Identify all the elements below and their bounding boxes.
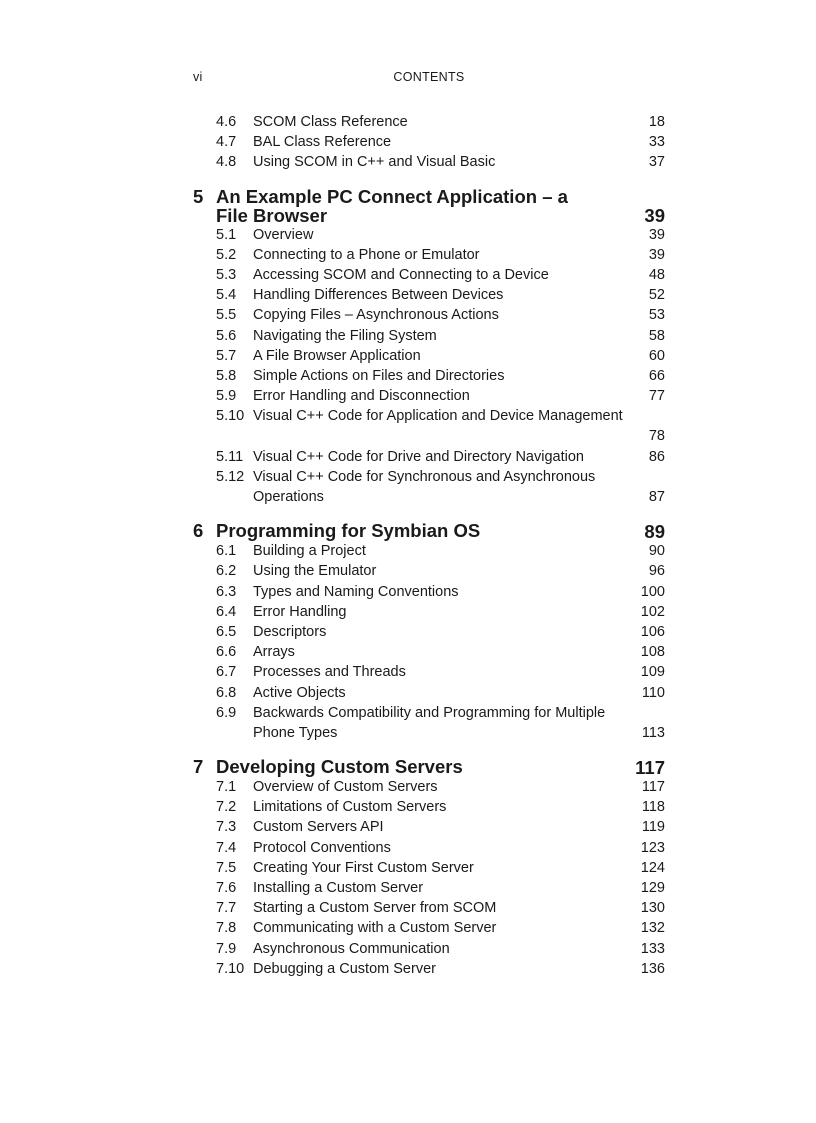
section-title: Types and Naming Conventions: [253, 583, 459, 600]
section-page-number: 110: [641, 684, 665, 701]
toc-chapter: [193, 187, 665, 508]
toc-section-entry[interactable]: [193, 467, 665, 507]
toc-section-entry[interactable]: [193, 541, 665, 561]
toc-section-entry[interactable]: [193, 225, 665, 245]
section-page-number: 133: [640, 940, 665, 957]
section-title: Simple Actions on Files and Directories: [253, 367, 505, 384]
section-page-number: 102: [640, 603, 665, 620]
running-head: [193, 70, 665, 88]
section-page-number: 78: [648, 428, 665, 445]
section-number: 7.8: [216, 920, 237, 937]
section-title: Active Objects: [253, 684, 346, 701]
section-number: 5.7: [216, 347, 237, 364]
section-page-number: 39: [648, 246, 665, 263]
section-title: Arrays: [253, 644, 295, 661]
section-number: 5.1: [216, 226, 237, 243]
chapter-title: Developing Custom Servers: [216, 756, 463, 778]
toc-section-entry[interactable]: [193, 622, 665, 642]
section-title: Communicating with a Custom Server: [253, 920, 497, 937]
section-number: 5.4: [216, 287, 237, 304]
section-title: Overview of Custom Servers: [253, 779, 438, 796]
section-number: 6.2: [216, 563, 237, 580]
chapter-list: [193, 187, 665, 979]
section-title: Custom Servers API: [253, 819, 384, 836]
section-number: 6.5: [216, 623, 237, 640]
section-title: Starting a Custom Server from SCOM: [253, 900, 497, 917]
toc-section-entry[interactable]: [193, 447, 665, 467]
section-number: 6.4: [216, 603, 237, 620]
toc-section-entry[interactable]: [193, 265, 665, 285]
section-title: A File Browser Application: [253, 347, 421, 364]
running-head-title: CONTENTS: [393, 70, 465, 84]
chapter-number: 7: [193, 756, 204, 778]
section-page-number: 132: [640, 920, 665, 937]
section-title: Installing a Custom Server: [253, 880, 424, 897]
toc-section-entry[interactable]: [193, 858, 665, 878]
section-number: 6.8: [216, 684, 237, 701]
section-number: 6.9: [216, 704, 237, 721]
section-number: 5.11: [216, 448, 244, 465]
toc-section-entry[interactable]: [193, 662, 665, 682]
section-page-number: 58: [648, 327, 665, 344]
section-title: Visual C++ Code for Synchronous and Asynchronous Operations: [253, 468, 596, 506]
section-title: Limitations of Custom Servers: [253, 799, 447, 816]
section-number: 5.2: [216, 246, 237, 263]
chapter-page-number: 117: [635, 757, 665, 779]
section-number: 6.7: [216, 664, 237, 681]
section-page-number: 108: [640, 644, 665, 661]
section-title: Processes and Threads: [253, 664, 406, 681]
section-title: Accessing SCOM and Connecting to a Device: [253, 266, 549, 283]
section-page-number: 106: [640, 623, 665, 640]
section-page-number: 48: [648, 266, 665, 283]
section-title: Visual C++ Code for Application and Device Management: [253, 408, 623, 425]
section-title: Creating Your First Custom Server: [253, 859, 474, 876]
section-title: Descriptors: [253, 623, 327, 640]
section-page-number: 87: [648, 489, 665, 506]
table-of-contents: [193, 112, 665, 979]
section-page-number: 96: [648, 563, 665, 580]
toc-section-entry[interactable]: [193, 959, 665, 979]
section-title: Copying Files – Asynchronous Actions: [253, 307, 499, 324]
section-page-number: 33: [648, 134, 665, 151]
toc-section-entry[interactable]: [193, 326, 665, 346]
section-page-number: 60: [648, 347, 665, 364]
toc-section-entry[interactable]: [193, 406, 665, 446]
chapter-heading[interactable]: [193, 187, 665, 225]
section-page-number: 117: [641, 779, 665, 796]
section-title: Backwards Compatibility and Programming for Multiple Phone Types: [253, 704, 606, 741]
section-page-number: 100: [640, 583, 665, 600]
section-page-number: 119: [641, 819, 665, 836]
toc-section-entry[interactable]: [193, 918, 665, 938]
section-title: Visual C++ Code for Drive and Directory Navigation: [253, 448, 584, 465]
section-number: 5.6: [216, 327, 237, 344]
section-number: 5.9: [216, 388, 237, 405]
section-number: 5.12: [216, 468, 245, 485]
chapter-number: 5: [193, 185, 204, 207]
toc-section-entry[interactable]: [193, 366, 665, 386]
section-page-number: 86: [648, 448, 665, 465]
section-page-number: 123: [640, 839, 665, 856]
chapter-page-number: 89: [644, 521, 665, 543]
section-page-number: 109: [640, 664, 665, 681]
section-number: 7.10: [216, 960, 245, 977]
toc-section-entry[interactable]: [193, 939, 665, 959]
section-title: Error Handling and Disconnection: [253, 388, 470, 405]
toc-section-entry[interactable]: [193, 245, 665, 265]
section-title: BAL Class Reference: [253, 134, 392, 151]
section-number: 7.1: [216, 779, 237, 796]
section-page-number: 66: [648, 367, 665, 384]
chapter-title: Programming for Symbian OS: [216, 520, 481, 542]
section-page-number: 136: [640, 960, 665, 977]
chapter-title: An Example PC Connect Application – a File Browser: [216, 185, 568, 226]
section-number: 6.1: [216, 543, 237, 560]
toc-section-entry[interactable]: [193, 797, 665, 817]
section-page-number: 52: [648, 287, 665, 304]
chapter-page-number: 39: [644, 204, 665, 226]
toc-chapter: [193, 757, 665, 979]
section-number: 4.7: [216, 134, 237, 151]
section-number: 5.5: [216, 307, 237, 324]
toc-section-entry[interactable]: [193, 112, 665, 132]
toc-section-entry[interactable]: [193, 386, 665, 406]
page-folio: vi: [193, 70, 203, 84]
toc-section-entry[interactable]: [193, 561, 665, 581]
toc-section-entry[interactable]: [193, 132, 665, 152]
section-title: Protocol Conventions: [253, 839, 391, 856]
section-title: Handling Differences Between Devices: [253, 287, 504, 304]
toc-section-entry[interactable]: [193, 285, 665, 305]
section-page-number: 124: [640, 859, 665, 876]
section-page-number: 39: [648, 226, 665, 243]
toc-section-entry[interactable]: [193, 683, 665, 703]
section-title: SCOM Class Reference: [253, 114, 408, 130]
toc-section-entry[interactable]: [193, 703, 665, 743]
toc-section-entry[interactable]: [193, 346, 665, 366]
section-number: 7.5: [216, 859, 237, 876]
section-number: 7.6: [216, 880, 237, 897]
section-number: 7.9: [216, 940, 237, 957]
section-number: 6.6: [216, 644, 237, 661]
section-page-number: 18: [648, 114, 665, 130]
section-number: 7.3: [216, 819, 237, 836]
section-title: Connecting to a Phone or Emulator: [253, 246, 480, 263]
section-page-number: 37: [648, 154, 665, 171]
section-number: 6.3: [216, 583, 237, 600]
toc-section-entry[interactable]: [193, 582, 665, 602]
section-number: 4.6: [216, 114, 237, 130]
toc-section-entry[interactable]: [193, 838, 665, 858]
section-page-number: 130: [640, 900, 665, 917]
section-number: 7.2: [216, 799, 237, 816]
section-title: Overview: [253, 226, 314, 243]
toc-section-entry[interactable]: [193, 642, 665, 662]
section-title: Navigating the Filing System: [253, 327, 437, 344]
section-number: 7.7: [216, 900, 237, 917]
section-page-number: 113: [641, 724, 665, 741]
section-title: Using SCOM in C++ and Visual Basic: [253, 154, 496, 171]
section-page-number: 90: [648, 543, 665, 560]
toc-section-entry[interactable]: [193, 878, 665, 898]
section-title: Asynchronous Communication: [253, 940, 450, 957]
section-title: Error Handling: [253, 603, 347, 620]
chapter-heading[interactable]: [193, 757, 665, 777]
section-title: Using the Emulator: [253, 563, 377, 580]
chapter-heading[interactable]: [193, 521, 665, 541]
section-number: 4.8: [216, 154, 237, 171]
toc-section-entry[interactable]: [193, 777, 665, 797]
section-number: 5.3: [216, 266, 237, 283]
chapter-number: 6: [193, 520, 204, 542]
section-title: Building a Project: [253, 543, 366, 560]
section-page-number: 129: [640, 880, 665, 897]
section-page-number: 118: [641, 799, 665, 816]
section-title: Debugging a Custom Server: [253, 960, 436, 977]
leading-sections: [193, 112, 665, 173]
section-number: 7.4: [216, 839, 237, 856]
toc-section-entry[interactable]: [193, 602, 665, 622]
section-number: 5.10: [216, 408, 245, 425]
toc-section-entry[interactable]: [193, 152, 665, 172]
section-page-number: 53: [648, 307, 665, 324]
toc-section-entry[interactable]: [193, 898, 665, 918]
section-page-number: 77: [648, 388, 665, 405]
toc-section-entry[interactable]: [193, 817, 665, 837]
toc-section-entry[interactable]: [193, 305, 665, 325]
section-number: 5.8: [216, 367, 237, 384]
toc-chapter: [193, 521, 665, 743]
